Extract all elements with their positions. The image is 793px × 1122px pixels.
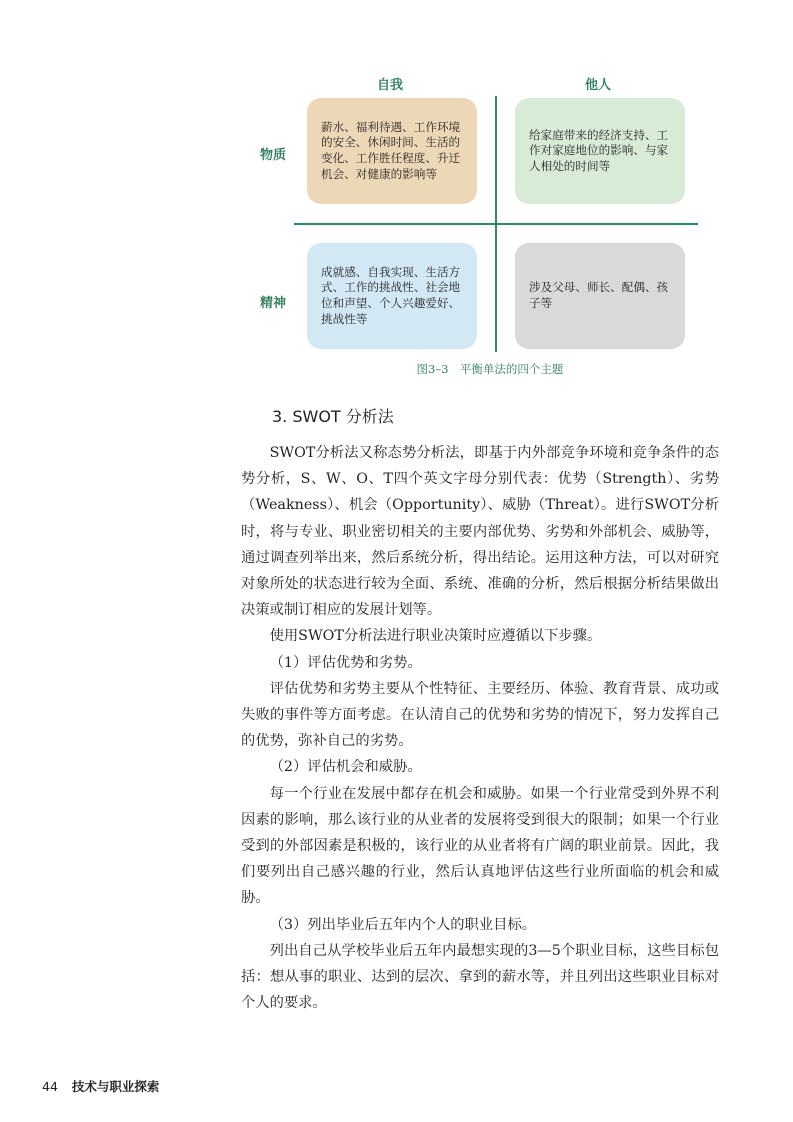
paragraph: SWOT分析法又称态势分析法，即基于内外部竞争环境和竞争条件的态势分析，S、W、O、T四个英文字母分别代表：优势（Strength）、劣势（Weakness）、机会（Opportunity）、威胁（Threat）。进行SWOT分析时，将与专业、职业密切相关的主要内部优势、劣势和外部机会、威胁等，通过调查列举出来，然后系统分析，得出结论。运用这种方法，可以对研究对象所处的状态进行较为全面、系统、准确的分析，然后根据分析结果做出决策或制订相应的发展计划等。 bbox=[241, 445, 719, 619]
cell-material-self-text: 薪水、福利待遇、工作环境的安全、休闲时间、生活的变化、工作胜任程度、升迁机会、对健康的影响等 bbox=[321, 119, 461, 181]
paragraph: 评估优势和劣势主要从个性特征、主要经历、体验、教育背景、成功或失败的事件等方面考虑。在认清自己的优势和劣势的情况下，努力发挥自己的优势，弥补自己的劣势。 bbox=[241, 680, 719, 750]
page-footer bbox=[42, 1077, 159, 1095]
figure-caption: 图3–3 平衡单法的四个主题 bbox=[416, 362, 564, 376]
cell-material-others bbox=[515, 98, 685, 204]
paragraph: 列出自己从学校毕业后五年内最想实现的3—5个职业目标，这些目标包括：想从事的职业、达到的层次、拿到的薪水等，并且列出这些职业目标对个人的要求。 bbox=[241, 942, 719, 1012]
column-header-self: 自我 bbox=[376, 78, 403, 93]
step-heading: （3）列出毕业后五年内个人的职业目标。 bbox=[269, 916, 537, 933]
cell-spirit-self-text: 成就感、自我实现、生活方式、工作的挑战性、社会地位和声望、个人兴趣爱好、挑战性等 bbox=[321, 264, 461, 326]
book-title: 技术与职业探索 bbox=[71, 1079, 160, 1094]
paragraph: 每一个行业在发展中都存在机会和威胁。如果一个行业常受到外界不利因素的影响，那么该行业的从业者的发展将受到很大的限制；如果一个行业受到的外部因素是积极的，该行业的从业者将有广阔的职业前景。因此，我们要列出自己感兴趣的行业，然后认真地评估这些行业所面临的机会和威胁。 bbox=[241, 785, 719, 907]
cell-spirit-self bbox=[307, 243, 477, 349]
cell-material-self bbox=[307, 98, 477, 204]
paragraph: 使用SWOT分析法进行职业决策时应遵循以下步骤。 bbox=[269, 628, 602, 645]
cell-spirit-others bbox=[515, 243, 685, 349]
vertical-axis-line bbox=[495, 96, 497, 352]
page-number: 44 bbox=[42, 1079, 58, 1094]
row-header-material: 物质 bbox=[259, 148, 286, 163]
cell-spirit-others-text: 涉及父母、师长、配偶、孩子等 bbox=[529, 280, 669, 310]
step-heading: （1）评估优势和劣势。 bbox=[269, 654, 422, 671]
step-heading: （2）评估机会和威胁。 bbox=[269, 759, 422, 776]
cell-material-others-text: 给家庭带来的经济支持、工作对家庭地位的影响、与家人相处的时间等 bbox=[529, 127, 669, 173]
row-header-spirit: 精神 bbox=[259, 296, 286, 311]
column-header-others: 他人 bbox=[584, 78, 611, 93]
section-title: 3. SWOT 分析法 bbox=[272, 407, 394, 426]
body-text bbox=[241, 440, 719, 1016]
